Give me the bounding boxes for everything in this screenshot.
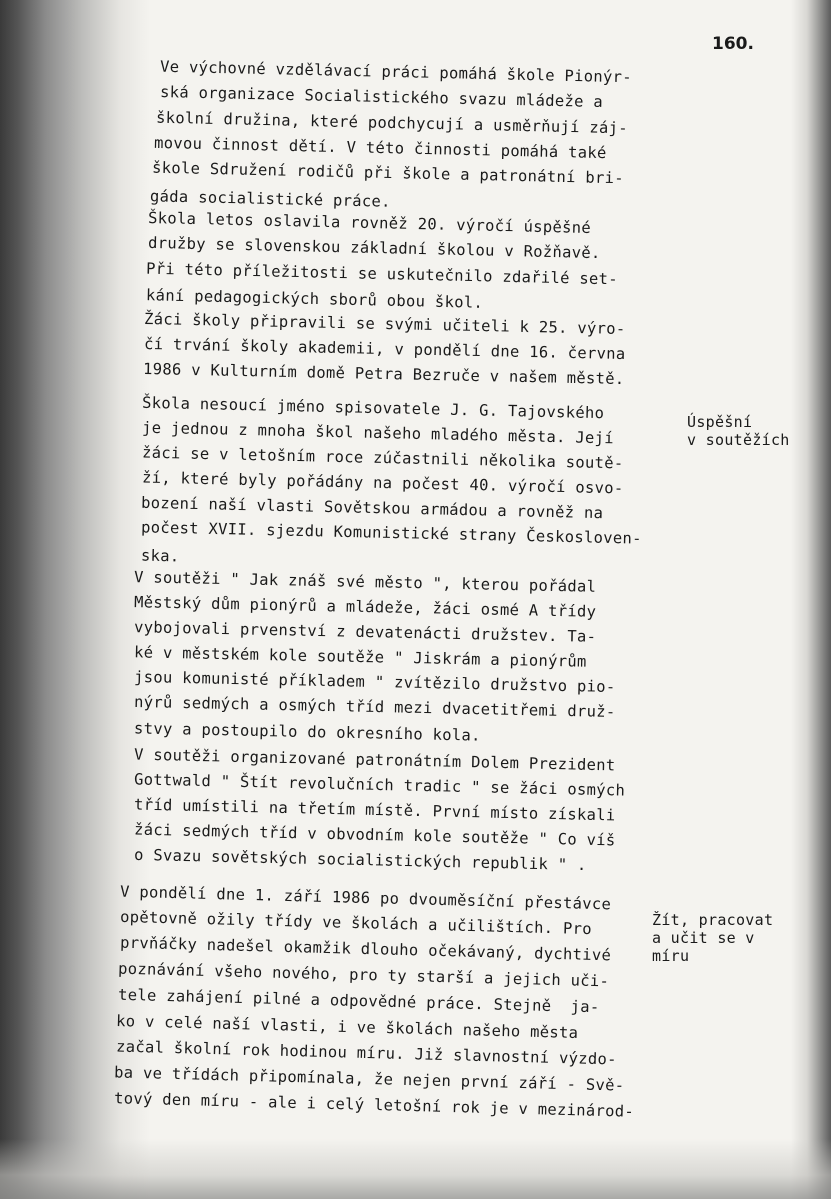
text-line: je jednou z mnoha škol našeho mladého města. Její: [141, 418, 615, 448]
text-line: Při této příležitosti se uskutečnilo zdařilé set-: [145, 259, 619, 289]
text-line: ska.: [140, 546, 180, 566]
text-line: škole Sdružení rodičů při škole a patronátní bri-: [151, 158, 625, 188]
text-line: movou činnost dětí. V této činnosti pomáhá také: [153, 133, 607, 163]
text-line: počest XVII. sjezdu Komunistické strany Českosloven-: [140, 518, 642, 548]
text-line: o Svazu sovětských socialistických republik " .: [133, 845, 587, 875]
margin-note-line: míru: [652, 947, 690, 965]
text-line: Ve výchovné vzdělávací práci pomáhá škole Pionýr-: [159, 57, 633, 87]
text-line: Městský dům pionýrů a mládeže, žáci osmé A třídy: [133, 593, 597, 621]
text-line: žáci se v letošním roce zúčastnili několika soutě-: [141, 443, 624, 473]
page-number: 160.: [712, 34, 754, 54]
text-line: prvňáčky nadešel okamžik dlouho očekávaný, dychtivé: [119, 933, 612, 965]
text-line: vybojovali prvenství z devatenácti družstev. Ta-: [133, 618, 597, 646]
text-line: kání pedagogických sborů obou škol.: [145, 286, 484, 312]
text-line: Žáci školy připravili se svými učiteli k 25. výro-: [143, 309, 626, 339]
text-line: nýrů sedmých a osmých tříd mezi dvacetitřemi druž-: [133, 692, 616, 722]
text-line: žáci sedmých tříd v obvodním kole soutěže " Co víš: [133, 820, 616, 850]
text-line: 1986 v Kulturním domě Petra Bezruče v našem městě.: [142, 359, 625, 389]
text-line: V soutěži organizované patronátním Dolem Prezident: [133, 745, 616, 775]
text-line: ská organizace Socialistického svazu mládeže a: [159, 82, 604, 112]
text-line: začal školní rok hodinou míru. Již slavnostní výzdo-: [115, 1037, 618, 1069]
text-line: stvy a postoupilo do okresního kola.: [133, 719, 481, 745]
text-line: čí trvání školy akademii, v pondělí dne 16. června: [143, 334, 626, 364]
text-line: ké v městském kole soutěže " Jiskrám a pionýrům: [133, 643, 587, 671]
page-bottom-shadow: [0, 1139, 831, 1199]
margin-note-line: v soutěžích: [687, 431, 790, 449]
text-line: ží, které byly pořádány na počest 40. výročí osvo-: [141, 468, 624, 498]
text-line: jsou komunisté příkladem " zvítězilo družstvo pio-: [133, 667, 616, 697]
text-line: poznávání všeho nového, pro ty starší a jejich uči-: [117, 959, 610, 991]
text-line: V soutěži " Jak znáš své město ", kterou pořádal: [133, 568, 597, 596]
text-line: Gottwald " Štít revolučních tradic " se žáci osmých: [133, 770, 626, 800]
margin-note-line: Úspěšní: [687, 413, 753, 431]
text-line: Škola letos oslavila rovněž 20. výročí úspěšné: [147, 208, 592, 238]
text-line: ba ve třídách připomínala, že nejen první září - Svě-: [113, 1063, 625, 1095]
text-line: V pondělí dne 1. září 1986 po dvouměsíční přestávce: [119, 882, 612, 914]
text-line: družby se slovenskou základní školou v Rožňavě.: [147, 233, 601, 263]
text-line: Škola nesoucí jméno spisovatele J. G. Tajovského: [141, 393, 605, 423]
margin-note-line: Žít, pracovat: [652, 911, 774, 929]
text-line: školní družina, které podchycují a usměrňují záj-: [155, 108, 629, 138]
margin-note-line: a učit se v: [652, 929, 755, 947]
page-edge-shadow: [791, 0, 831, 1199]
text-line: opětovně ožily třídy ve školách a učilištích. Pro: [119, 907, 593, 939]
text-line: tový den míru - ale i celý letošní rok je v mezinárod-: [113, 1089, 635, 1121]
text-line: bození naší vlasti Sovětskou armádou a rovněž na: [140, 493, 604, 523]
text-line: tříd umístili na třetím místě. První místo získali: [133, 795, 616, 825]
text-line: gáda socialistické práce.: [149, 187, 391, 211]
text-line: ko v celé naší vlasti, i ve školách našeho města: [115, 1011, 579, 1043]
text-line: tele zahájení pilné a odpovědné práce. Stejně ja-: [117, 985, 600, 1017]
